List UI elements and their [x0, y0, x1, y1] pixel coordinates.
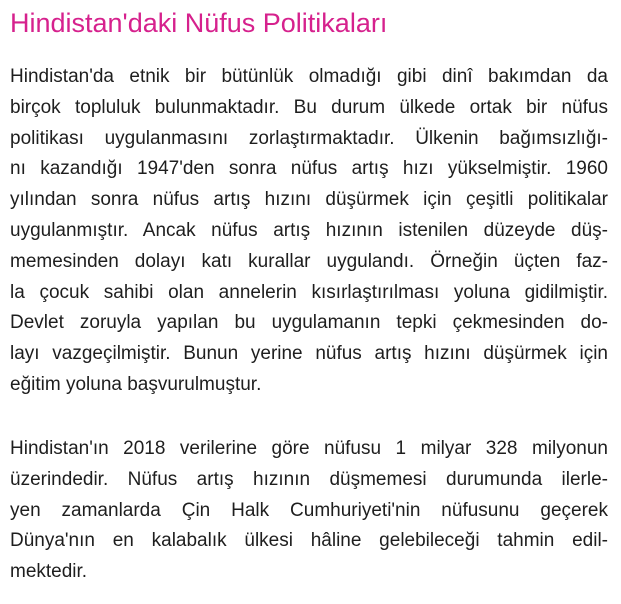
paragraph-line: uygulanmıştır. Ancak nüfus artış hızının istenilen düzeyde düş-: [10, 219, 608, 241]
paragraph-line: yen zamanlarda Çin Halk Cumhuriyeti'nin nüfusunu geçerek: [10, 499, 608, 521]
paragraph-line: Hindistan'ın 2018 verilerine göre nüfusu 1 milyar 328 milyonun: [10, 438, 608, 459]
paragraph-line: la çocuk sahibi olan annelerin kısırlaştırılması yoluna gidilmiştir.: [10, 281, 608, 303]
paragraph-line: politikası uygulanmasını zorlaştırmaktadır. Ülkenin bağımsızlığı-: [10, 127, 608, 149]
page-title: Hindistan'daki Nüfus Politikaları: [10, 8, 388, 38]
paragraph-line: yılından sonra nüfus artış hızını düşürmek için çeşitli politikalar: [10, 189, 608, 211]
paragraph-line: eğitim yoluna başvurulmuştur.: [10, 373, 262, 395]
paragraph-line: nı kazandığı 1947'den sonra nüfus artış hızı yükselmiştir. 1960: [10, 158, 608, 180]
paragraph-line: Devlet zoruyla yapılan bu uygulamanın tepki çekmesinden do-: [10, 312, 608, 334]
paragraph-line: layı vazgeçilmiştir. Bunun yerine nüfus artış hızını düşürmek için: [10, 343, 608, 365]
paragraph-line: mektedir.: [10, 561, 88, 583]
paragraph-line: Dünya'nın en kalabalık ülkesi hâline gelebileceği tahmin edil-: [10, 530, 608, 552]
paragraph-2: [10, 434, 608, 588]
paragraph-line: memesinden dolayı katı kurallar uygulandı. Örneğin üçten faz-: [10, 250, 608, 272]
paragraph-line: Hindistan'da etnik bir bütünlük olmadığı gibi dinî bakımdan da: [10, 66, 608, 87]
paragraph-line: üzerindedir. Nüfus artış hızının düşmemesi durumunda ilerle-: [10, 468, 608, 490]
paragraph-1: [10, 62, 608, 401]
paragraph-line: birçok topluluk bulunmaktadır. Bu durum ülkede ortak bir nüfus: [10, 96, 608, 118]
